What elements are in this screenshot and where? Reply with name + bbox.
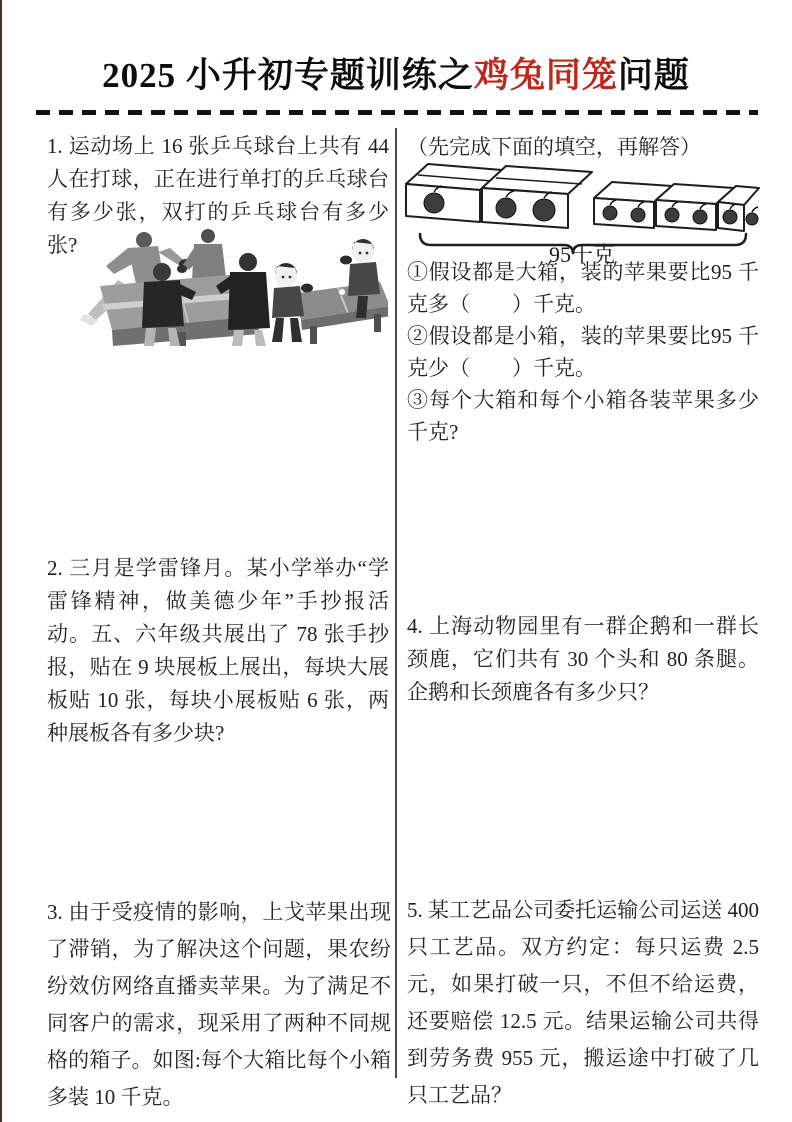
doubles-scene (80, 229, 270, 346)
problem-5-text: 5. 某工艺品公司委托运输公司运送 400 只工艺品。双方约定：每只运费 2.5 元，如果打破一只，不但不给运费，还要赔偿 12.5 元。结果运输公司共得到劳务费 955 元，搬运途中打破了几只工艺品？ (407, 898, 759, 1107)
page-title (0, 48, 792, 98)
dashed-separator (36, 110, 758, 115)
page-edge-line (0, 0, 2, 1122)
problem-4-text: 4. 上海动物园里有一群企鹅和一群长颈鹿，它们共有 30 个头和 80 条腿。企鹅和长颈鹿各有多少只？ (407, 614, 759, 704)
title-highlight: 鸡兔同笼 (473, 56, 618, 95)
problem-2-text: 2. 三月是学雷锋月。某小学举办“学雷锋精神，做美德少年”手抄报活动。五、六年级共展出了 78 张手抄报，贴在 9 块展板上展出，每块大展板贴 10 张，每块小展板贴 6 张，两种展板各有多少块? (47, 556, 389, 745)
title-prefix: 2025 小升初专题训练之 (102, 56, 474, 95)
weight-label: 95千克 (548, 242, 615, 267)
problem-3-text: 3. 由于受疫情的影响，上戈苹果出现了滞销，为了解决这个问题，果农纷纷效仿网络直播卖苹果。为了满足不同客户的需求，现采用了两种不同规格的箱子。如图:每个大箱比每个小箱多装 10 千克。 (47, 900, 391, 1109)
problem-1-text: 1. 运动场上 16 张乒乓球台上共有 44 人在打球，正在进行单打的乒乓球台有多少张，双打的乒乓球台有多少张? (47, 134, 389, 257)
pingpong-illustration (58, 222, 388, 347)
title-suffix: 问题 (617, 56, 690, 95)
fill-item-3: ③每个大箱和每个小箱各装苹果多少千克? (407, 388, 759, 444)
column-divider (395, 128, 397, 1078)
fill-item-1: ①假设都是大箱，装的苹果要比95 千克多（ ）千克。 (407, 260, 759, 316)
kids-scene (272, 239, 388, 344)
fill-item-2: ②假设都是小箱，装的苹果要比95 千克少（ ）千克。 (407, 324, 759, 380)
instruction-note: （先完成下面的填空，再解答） (407, 135, 701, 159)
